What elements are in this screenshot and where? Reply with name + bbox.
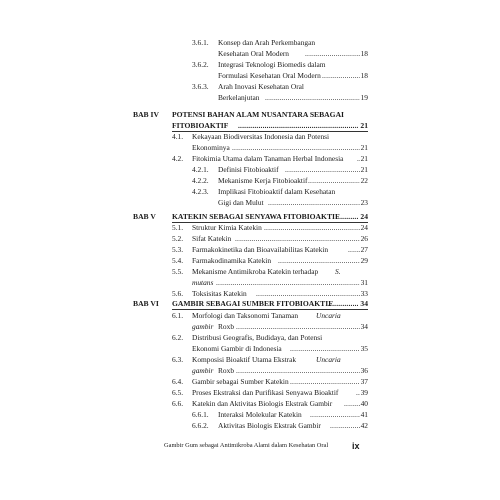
- toc-entry-5-5: [0, 266, 500, 277]
- page-number: 21: [360, 143, 368, 152]
- toc-entry-4-1-cont: [0, 142, 500, 153]
- chapter-title: POTENSI BAHAN ALAM NUSANTARA SEBAGAI: [172, 110, 345, 119]
- toc-entry-3-6-2: [0, 59, 500, 70]
- leader-dots: [330, 420, 360, 431]
- species-italic: Uncaria: [316, 311, 341, 320]
- section-number: 6.6.: [172, 399, 184, 408]
- leader-dots: [310, 409, 360, 420]
- toc-entry-3-6-1: [0, 37, 500, 48]
- toc-entry-5-4: [0, 255, 500, 266]
- toc-entry-6-6: [0, 398, 500, 409]
- chapter-title-cont: FITOBIOAKTIF: [172, 121, 229, 130]
- section-title: Mekanisme Kerja Fitobioaktif: [218, 176, 308, 185]
- section-number: 3.6.1.: [192, 38, 209, 47]
- section-title: Definisi Fitobioaktif: [218, 165, 279, 174]
- toc-entry-6-3: [0, 354, 500, 365]
- page-number: 33: [360, 289, 368, 298]
- section-title: Distribusi Geografis, Budidaya, dan Potensi: [192, 333, 323, 342]
- section-number: 6.6.2.: [192, 421, 209, 430]
- species-italic: gambir: [192, 366, 214, 375]
- section-title: Interaksi Molekular Katekin: [218, 410, 302, 419]
- section-title-cont: Kesehatan Oral Modern: [218, 49, 290, 58]
- toc-entry-4-2: [0, 153, 500, 164]
- section-title-cont: Berkelanjutan: [218, 93, 260, 102]
- toc-entry-5-1: [0, 222, 500, 233]
- toc-entry-6-6-1: [0, 409, 500, 420]
- toc-entry-3-6-3: [0, 81, 500, 92]
- toc-entry-5-2: [0, 233, 500, 244]
- leader-dots: [236, 365, 360, 376]
- toc-entry-4-2-2: [0, 175, 500, 186]
- section-title-cont: mutans: [192, 278, 214, 287]
- section-title: Struktur Kimia Katekin: [192, 223, 262, 232]
- chapter-label: BAB IV: [133, 110, 159, 119]
- leader-dots: [216, 277, 360, 288]
- toc-entry-6-5: [0, 387, 500, 398]
- species-italic: gambir: [192, 322, 214, 331]
- leader-dots: [308, 175, 360, 186]
- toc-entry-4-2-3-cont: [0, 197, 500, 208]
- section-number: 3.6.3.: [192, 82, 209, 91]
- page-number: 21: [360, 121, 368, 130]
- toc-entry-6-6-2: [0, 420, 500, 431]
- page-number: 27: [360, 245, 368, 254]
- toc-entry-6-2: [0, 332, 500, 343]
- toc-chapter-6: [0, 298, 500, 309]
- page-footer: [0, 440, 500, 452]
- leader-dots: [265, 92, 360, 103]
- section-title: Komposisi Bioaktif Utama Ekstrak: [192, 355, 297, 364]
- page-number: 22: [360, 176, 368, 185]
- section-number: 5.5.: [172, 267, 184, 276]
- section-title: Aktivitas Biologis Ekstrak Gambir: [218, 421, 321, 430]
- page-number: 40: [360, 399, 368, 408]
- page-number: 37: [360, 377, 368, 386]
- leader-dots: [235, 233, 360, 244]
- toc-entry-6-1-cont: [0, 321, 500, 332]
- section-number: 4.2.: [172, 154, 184, 163]
- section-title-cont: Ekonomi Gambir di Indonesia: [192, 344, 282, 353]
- page-number: 23: [360, 198, 368, 207]
- section-number: 5.2.: [172, 234, 184, 243]
- leader-dots: [232, 142, 360, 153]
- chapter-title: GAMBIR SEBAGAI SUMBER FITOBIOAKTIF: [172, 299, 333, 308]
- toc-chapter-5: [0, 211, 500, 222]
- section-title: Proses Ekstraksi dan Purifikasi Senyawa Bioaktif: [192, 388, 339, 397]
- leader-dots: [336, 211, 358, 222]
- leader-dots: [290, 343, 360, 354]
- page-number: 35: [360, 344, 368, 353]
- toc-entry-4-1: [0, 131, 500, 142]
- page-number-roman: ix: [352, 441, 360, 451]
- section-title: Sifat Katekin: [192, 234, 232, 243]
- toc-entry-6-1: [0, 310, 500, 321]
- section-title: Kekayaan Biodiversitas Indonesia dan Potensi: [192, 132, 330, 141]
- page-number: 18: [360, 49, 368, 58]
- section-title: Morfologi dan Taksonomi Tanaman: [192, 311, 299, 320]
- section-number: 6.4.: [172, 377, 184, 386]
- leader-dots: [322, 70, 360, 81]
- page-number: 36: [360, 366, 368, 375]
- page-number: 24: [360, 212, 368, 221]
- running-title: Gambir Gum sebagai Antimikroba Alami dalam Kesehatan Oral: [164, 442, 329, 449]
- section-title: Konsep dan Arah Perkembangan: [218, 38, 316, 47]
- toc-entry-6-3-cont: [0, 365, 500, 376]
- section-title: Integrasi Teknologi Biomedis dalam: [218, 60, 326, 69]
- section-number: 5.3.: [172, 245, 184, 254]
- leader-dots: [348, 244, 360, 255]
- section-number: 4.1.: [172, 132, 184, 141]
- section-title: Mekanisme Antimikroba Katekin terhadap: [192, 267, 319, 276]
- section-title: Farmakodinamika Katekin: [192, 256, 272, 265]
- section-title-cont: Ekonominya: [192, 143, 230, 152]
- toc-entry-3-6-2-cont: [0, 70, 500, 81]
- toc-entry-5-3: [0, 244, 500, 255]
- species-italic: Uncaria: [316, 355, 341, 364]
- leader-dots: [290, 376, 360, 387]
- leader-dots: [238, 120, 358, 131]
- chapter-title: KATEKIN SEBAGAI SENYAWA FITOBIOAKTIF: [172, 212, 340, 221]
- section-number: 3.6.2.: [192, 60, 209, 69]
- section-number: 5.1.: [172, 223, 184, 232]
- section-title: Fitokimia Utama dalam Tanaman Herbal Indonesia: [192, 154, 344, 163]
- page-number: 31: [360, 278, 368, 287]
- toc-chapter-4-cont: [0, 120, 500, 131]
- page-number: 19: [360, 93, 368, 102]
- section-number: 5.6.: [172, 289, 184, 298]
- page-number: 34: [360, 322, 368, 331]
- section-title-cont: Roxb: [218, 322, 235, 331]
- section-number: 4.2.1.: [192, 165, 209, 174]
- page-number: 24: [360, 223, 368, 232]
- section-title-cont: Formulasi Kesehatan Oral Modern: [218, 71, 321, 80]
- toc-chapter-4: [0, 109, 500, 120]
- page-number: 21: [360, 154, 368, 163]
- section-number: 5.4.: [172, 256, 184, 265]
- chapter-label: BAB V: [133, 212, 156, 221]
- section-number: 6.6.1.: [192, 410, 209, 419]
- page-number: 42: [360, 421, 368, 430]
- section-title-cont: Gigi dan Mulut: [218, 198, 264, 207]
- section-title: Arah Inovasi Kesehatan Oral: [218, 82, 304, 91]
- leader-dots: [356, 387, 360, 398]
- leader-dots: [344, 398, 360, 409]
- leader-dots: [328, 298, 358, 309]
- section-number: 4.2.2.: [192, 176, 209, 185]
- page-number: 21: [360, 165, 368, 174]
- page-number: 34: [360, 299, 368, 308]
- page-number: 39: [360, 388, 368, 397]
- section-number: 6.3.: [172, 355, 184, 364]
- section-title: Implikasi Fitobioaktif dalam Kesehatan: [218, 187, 336, 196]
- page-number: 29: [360, 256, 368, 265]
- page-number: 18: [360, 71, 368, 80]
- toc-entry-3-6-1-cont: [0, 48, 500, 59]
- section-number: 6.2.: [172, 333, 184, 342]
- section-title: Toksisitas Katekin: [192, 289, 247, 298]
- section-title: Gambir sebagai Sumber Katekin: [192, 377, 289, 386]
- section-title: Katekin dan Aktivitas Biologis Ekstrak Gambir: [192, 399, 333, 408]
- section-title-cont: Roxb: [218, 366, 235, 375]
- section-number: 6.5.: [172, 388, 184, 397]
- toc-entry-6-2-cont: [0, 343, 500, 354]
- leader-dots: [236, 321, 360, 332]
- chapter-label: BAB VI: [133, 299, 159, 308]
- section-title: Farmakokinetika dan Bioavailabilitas Katekin: [192, 245, 329, 254]
- leader-dots: [357, 153, 360, 164]
- toc-entry-4-2-1: [0, 164, 500, 175]
- toc-entry-3-6-3-cont: [0, 92, 500, 103]
- section-number: 4.2.3.: [192, 187, 209, 196]
- toc-entry-5-5-cont: [0, 277, 500, 288]
- page-number: 26: [360, 234, 368, 243]
- leader-dots: [264, 222, 360, 233]
- toc-entry-4-2-3: [0, 186, 500, 197]
- leader-dots: [285, 164, 360, 175]
- species-italic: S.: [335, 267, 341, 276]
- leader-dots: [268, 197, 360, 208]
- leader-dots: [278, 255, 360, 266]
- section-number: 6.1.: [172, 311, 184, 320]
- page-number: 41: [360, 410, 368, 419]
- toc-entry-6-4: [0, 376, 500, 387]
- leader-dots: [305, 48, 360, 59]
